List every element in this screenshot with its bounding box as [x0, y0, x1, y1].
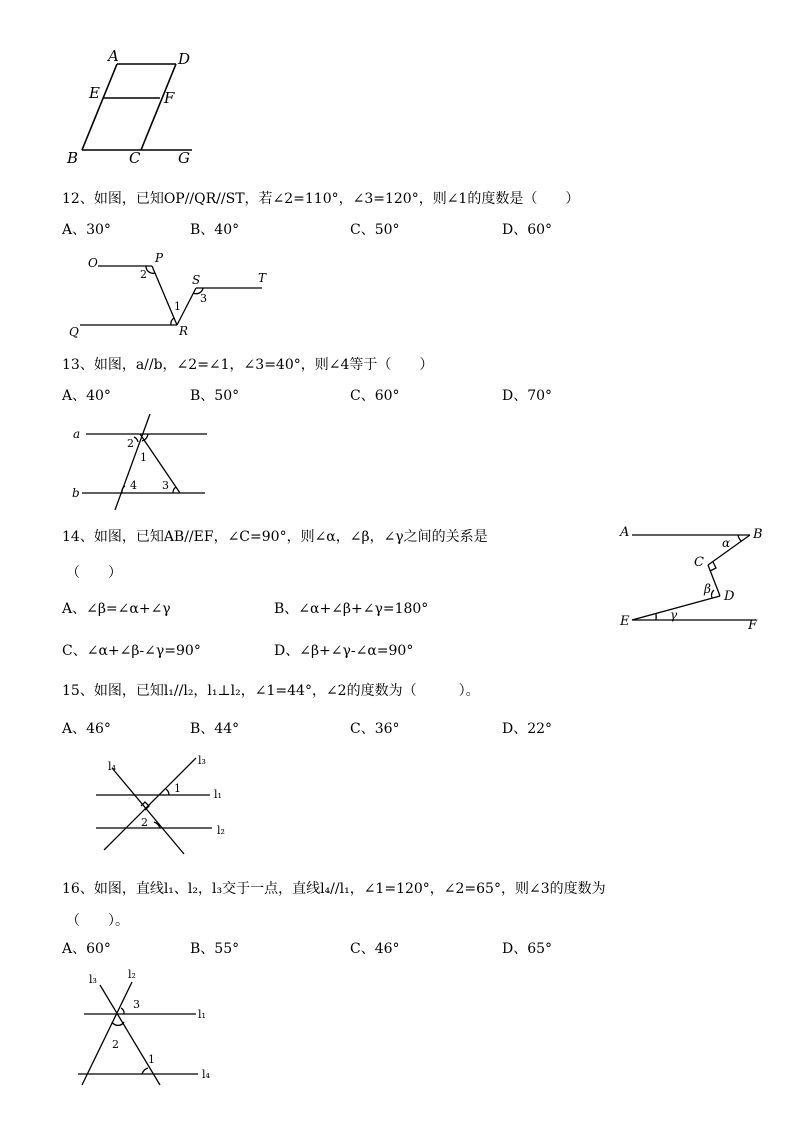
q12-label-Q: Q	[69, 325, 79, 339]
q16-label-l2: l₂	[128, 968, 136, 981]
q12-label-S: S	[192, 273, 201, 287]
q16-label-l1: l₁	[198, 1008, 206, 1021]
q14-label-A: A	[620, 525, 630, 540]
q14-option-d[interactable]: D、∠β+∠γ-∠α=90°	[274, 643, 414, 659]
q13-option-a[interactable]: A、40°	[62, 388, 111, 404]
q12-label-P: P	[155, 251, 164, 265]
q16-stem: 16、如图，直线l₁、l₂，l₃交于一点，直线l₄//l₁，∠1=120°，∠2=65°，则∠3的度数为	[62, 881, 606, 897]
q13-option-d[interactable]: D、70°	[502, 388, 553, 404]
q15-label-l1: l₁	[214, 788, 222, 801]
q13-stem: 13、如图，a//b，∠2=∠1，∠3=40°，则∠4等于（ ）	[62, 357, 434, 373]
q15-label-l3: l₃	[198, 754, 206, 767]
q13-angle-2: 2	[127, 437, 134, 450]
label-G: G	[178, 149, 190, 167]
q12-angle-2: 2	[140, 268, 147, 281]
q12-label-O: O	[88, 256, 98, 270]
q14-label-beta: β	[704, 582, 711, 596]
q15-angle-2: 2	[141, 816, 148, 829]
label-F: F	[164, 89, 175, 107]
q14-option-c[interactable]: C、∠α+∠β-∠γ=90°	[62, 643, 201, 659]
q15-stem: 15、如图，已知l₁//l₂，l₁⊥l₂，∠1=44°，∠2的度数为（ ）。	[62, 683, 480, 699]
q14-label-C: C	[694, 555, 704, 570]
label-E: E	[89, 84, 100, 102]
q15-label-l2: l₂	[217, 824, 225, 837]
q12-option-b[interactable]: B、40°	[190, 222, 240, 238]
q16-option-d[interactable]: D、65°	[502, 941, 553, 957]
q14-stem: 14、如图，已知AB//EF，∠C=90°，则∠α，∠β，∠γ之间的关系是	[62, 529, 488, 545]
q14-label-E: E	[620, 614, 630, 629]
q12-angle-1: 1	[174, 300, 181, 313]
q13-angle-4: 4	[130, 479, 137, 492]
q16-option-b[interactable]: B、55°	[190, 941, 240, 957]
q13-option-b[interactable]: B、50°	[190, 388, 240, 404]
q15-option-b[interactable]: B、44°	[190, 721, 240, 737]
label-D: D	[178, 50, 191, 68]
q16-label-l3: l₃	[89, 973, 97, 986]
q14-label-D: D	[724, 589, 735, 604]
q14-label-F: F	[748, 618, 758, 633]
q16-label-l4: l₄	[202, 1068, 210, 1081]
q14-option-b[interactable]: B、∠α+∠β+∠γ=180°	[274, 601, 429, 617]
q12-label-R: R	[179, 324, 189, 338]
q15-angle-1: 1	[174, 782, 181, 795]
label-C: C	[129, 149, 141, 167]
q14-blank: （ ）	[66, 565, 122, 581]
q12-angle-3: 3	[200, 292, 207, 305]
q15-label-l4: l₄	[108, 760, 116, 773]
label-B: B	[67, 149, 79, 167]
q15-option-d[interactable]: D、22°	[502, 721, 553, 737]
q14-label-B: B	[753, 527, 763, 542]
q12-option-a[interactable]: A、30°	[62, 222, 111, 238]
q12-option-c[interactable]: C、50°	[350, 222, 400, 238]
q13-angle-1: 1	[140, 451, 147, 464]
q16-angle-2: 2	[112, 1038, 119, 1051]
q12-label-T: T	[258, 271, 267, 285]
label-A: A	[108, 47, 119, 65]
q13-angle-3: 3	[162, 479, 169, 492]
q14-label-gamma: γ	[670, 608, 678, 622]
q13-option-c[interactable]: C、60°	[350, 388, 400, 404]
q16-angle-1: 1	[148, 1053, 155, 1066]
q12-option-d[interactable]: D、60°	[502, 222, 553, 238]
q14-option-a[interactable]: A、∠β=∠α+∠γ	[62, 601, 171, 617]
q13-label-a: a	[73, 427, 81, 441]
q13-label-b: b	[72, 486, 80, 500]
q16-option-c[interactable]: C、46°	[350, 941, 400, 957]
q16-blank: （ ）。	[66, 913, 129, 929]
q15-option-c[interactable]: C、36°	[350, 721, 400, 737]
q15-option-a[interactable]: A、46°	[62, 721, 111, 737]
q16-option-a[interactable]: A、60°	[62, 941, 111, 957]
q14-label-alpha: α	[722, 536, 731, 550]
q16-angle-3: 3	[133, 998, 140, 1011]
q12-stem: 12、如图，已知OP//QR//ST，若∠2=110°，∠3=120°，则∠1的度数是（ ）	[62, 191, 580, 207]
